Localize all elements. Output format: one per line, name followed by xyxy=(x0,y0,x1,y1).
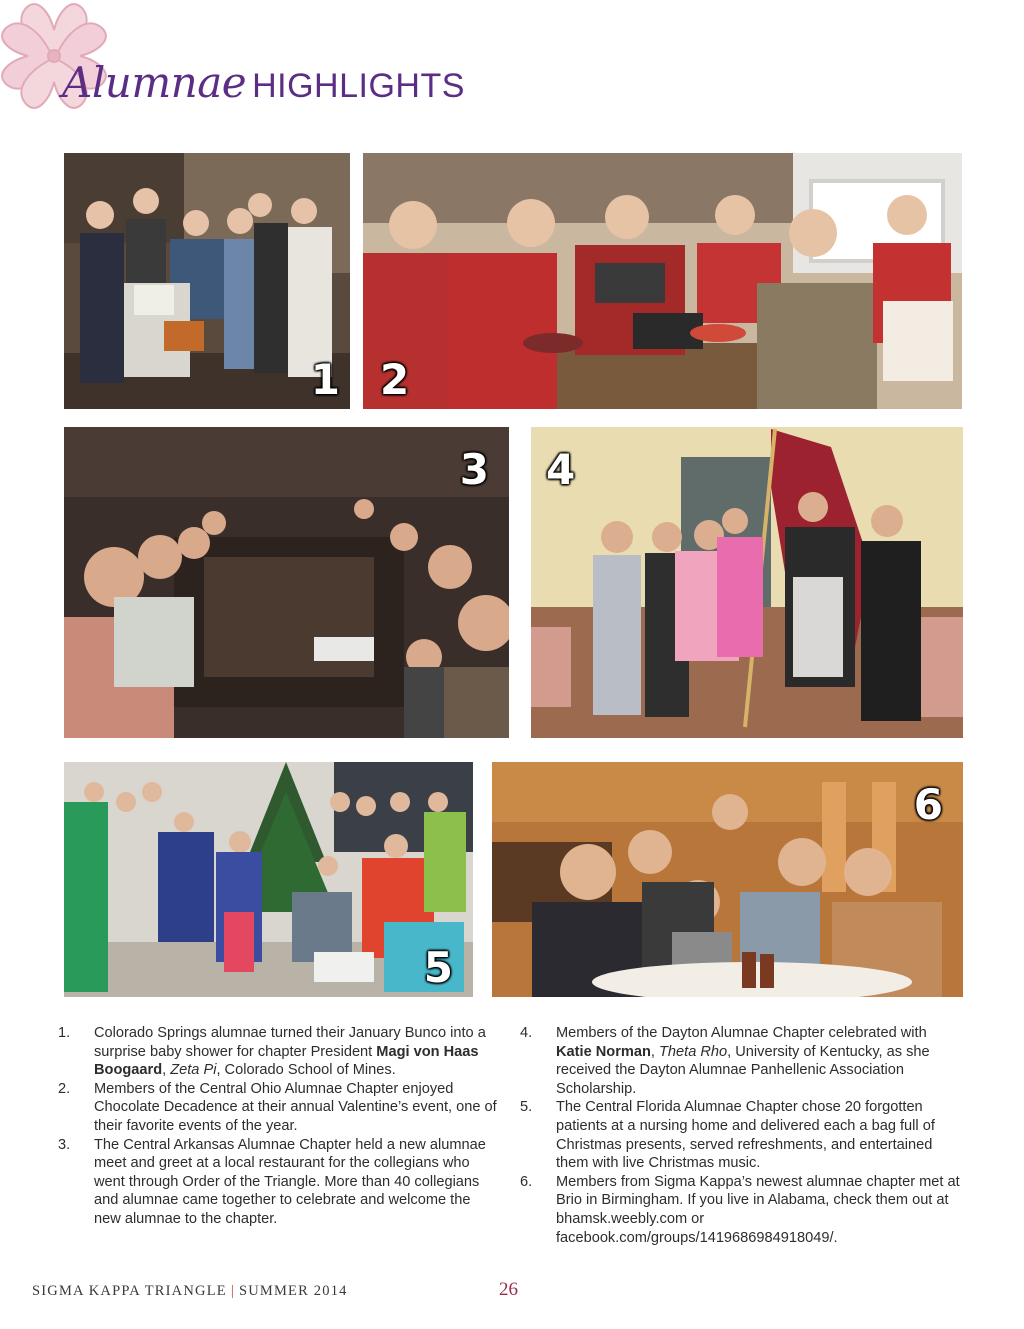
photo-5-image xyxy=(64,762,473,997)
footer-publication xyxy=(32,1283,348,1300)
caption-bold-name: Magi von Haas Boogaard xyxy=(94,1043,479,1079)
photo-6-image xyxy=(492,762,963,997)
footer-separator: | xyxy=(230,1283,235,1299)
photo-5 xyxy=(64,762,473,997)
caption-separator: , xyxy=(162,1062,171,1079)
caption-text xyxy=(94,1024,501,1080)
photo-2-image xyxy=(363,153,962,409)
photo-4-image xyxy=(531,427,963,738)
photo-4 xyxy=(531,427,963,738)
photo-3 xyxy=(64,427,509,738)
captions-right-column xyxy=(520,1024,963,1247)
page-number: 26 xyxy=(499,1279,518,1300)
captions-left-column xyxy=(58,1024,501,1247)
photo-6 xyxy=(492,762,963,997)
caption-item xyxy=(58,1080,501,1136)
caption-number: 5. xyxy=(520,1099,533,1116)
caption-text: Members from Sigma Kappa’s newest alumnae chapter met at Brio in Birmingham. If you live in Alabama, check them out at bhamsk.weebly.com or facebook.com/groups/1419686984918049/. xyxy=(556,1173,960,1246)
photo-2 xyxy=(363,153,962,409)
caption-italic-chapter: Theta Rho xyxy=(659,1043,728,1060)
photo-3-image xyxy=(64,427,509,738)
caption-bold-name: Katie Norman xyxy=(556,1043,651,1060)
caption-number: 3. xyxy=(58,1136,71,1153)
caption-text: Members of the Central Ohio Alumnae Chapter enjoyed Chocolate Decadence at their annual Valentine’s event, one of their favorite events of the year. xyxy=(94,1080,497,1134)
captions xyxy=(58,1024,963,1247)
caption-item xyxy=(58,1136,501,1229)
caption-number: 6. xyxy=(520,1173,533,1190)
caption-text-part: Members of the Dayton Alumnae Chapter celebrated with xyxy=(556,1025,927,1041)
photo-number-6: 6 xyxy=(913,780,943,829)
page-title xyxy=(62,58,465,107)
caption-number: 1. xyxy=(58,1025,71,1041)
photo-number-2: 2 xyxy=(380,355,410,404)
caption-item xyxy=(520,1024,963,1098)
caption-text-part: , University of Kentucky, as she received the Dayton Alumnae Panhellenic Association Scholarship. xyxy=(556,1043,930,1097)
photo-number-5: 5 xyxy=(423,943,453,992)
photo-number-1: 1 xyxy=(310,355,340,404)
photo-1 xyxy=(64,153,350,409)
caption-item xyxy=(520,1173,963,1247)
caption-text xyxy=(556,1024,963,1098)
photo-number-3: 3 xyxy=(459,445,489,494)
caption-item xyxy=(58,1024,501,1080)
caption-italic-chapter: Zeta Pi xyxy=(170,1062,217,1079)
title-caps: HIGHLIGHTS xyxy=(252,67,465,105)
caption-text: The Central Arkansas Alumnae Chapter held a new alumnae meet and greet at a local restaurant for the collegians who went through Order of the Triangle. More than 40 collegians and alumnae came together to celebrate and welcome the new alumnae to the chapter. xyxy=(94,1136,486,1227)
caption-item xyxy=(520,1098,963,1172)
caption-number: 4. xyxy=(520,1025,533,1041)
title-script: Alumnae xyxy=(62,58,247,107)
caption-text-part: Colorado Springs alumnae turned their January Bunco into a surprise baby shower for chapter President xyxy=(94,1025,486,1060)
photo-number-4: 4 xyxy=(546,445,576,494)
issue-name: SUMMER 2014 xyxy=(238,1283,348,1299)
caption-text-part: , Colorado School of Mines. xyxy=(216,1062,396,1079)
caption-number: 2. xyxy=(58,1080,71,1097)
photo-1-image xyxy=(64,153,350,409)
caption-separator: , xyxy=(650,1043,659,1060)
caption-text: The Central Florida Alumnae Chapter chose 20 forgotten patients at a nursing home and delivered each a bag full of Christmas presents, served refreshments, and entertained them with live Christmas music. xyxy=(556,1099,935,1172)
publication-name: SIGMA KAPPA TRIANGLE xyxy=(32,1283,227,1299)
